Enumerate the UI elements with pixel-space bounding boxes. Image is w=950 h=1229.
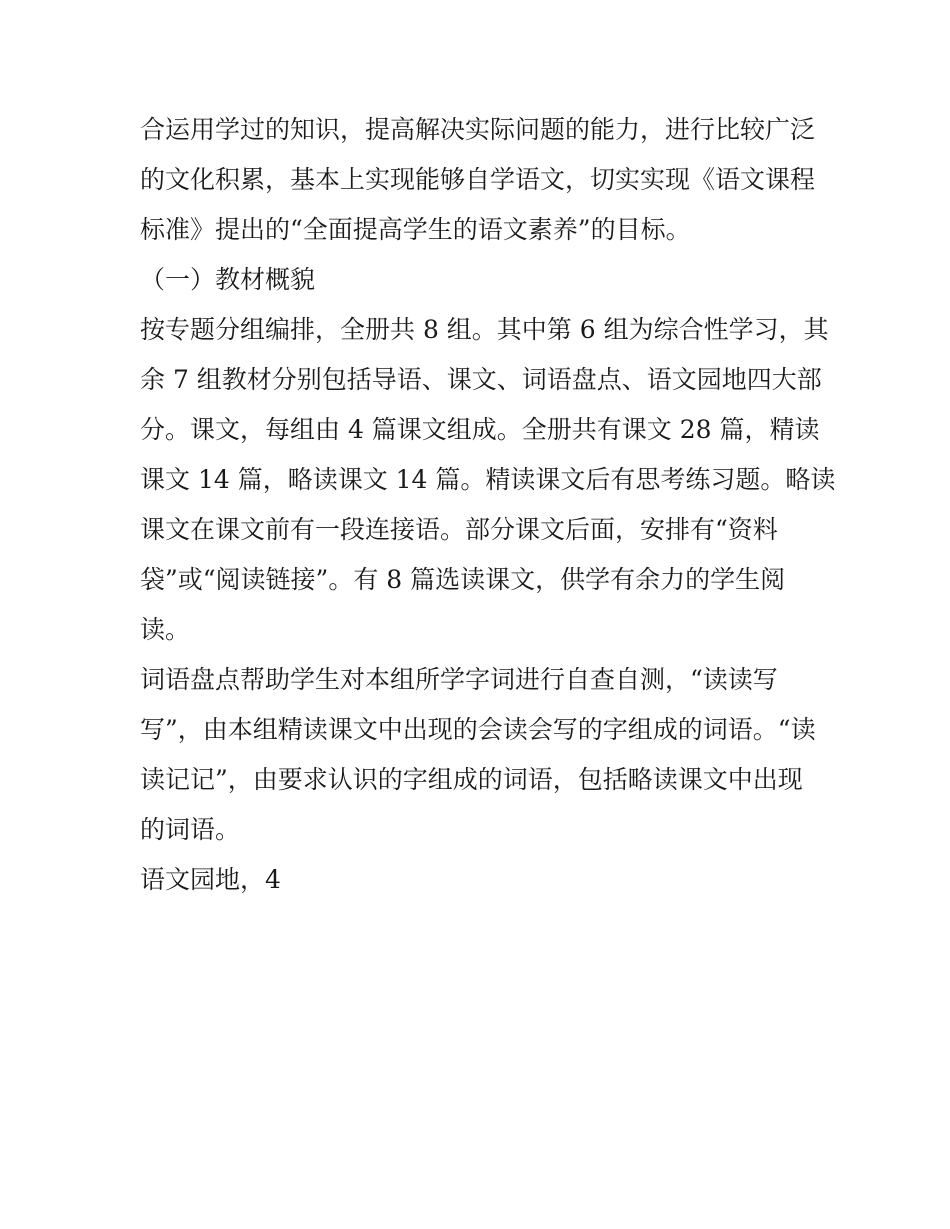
text-line: 写”，由本组精读课文中出现的会读会写的字组成的词语。“读 [140,715,816,744]
text-line: 余 7 组教材分别包括导语、课文、词语盘点、语文园地四大部 [140,365,822,394]
section-heading: （一）教材概貌 [140,265,316,294]
paragraph-curriculum-goal [140,105,820,255]
document-body [140,105,836,905]
paragraph-language-garden [140,855,820,905]
text-line: 合运用学过的知识，提高解决实际问题的能力，进行比较广泛 [140,115,816,144]
text-line: 按专题分组编排，全册共 8 组。其中第 6 组为综合性学习，其 [140,315,829,344]
text-line: 袋”或“阅读链接”。有 8 篇选读课文，供学有余力的学生阅 [140,565,786,594]
text-line: 读。 [140,615,191,644]
paragraph-vocabulary-review [140,655,820,855]
text-line: 课文 14 篇，略读课文 14 篇。精读课文后有思考练习题。略读 [140,465,836,494]
text-line: 的文化积累，基本上实现能够自学语文，切实实现《语文课程 [140,165,816,194]
text-line: 标准》提出的“全面提高学生的语文素养”的目标。 [140,215,691,244]
text-line: 读记记”，由要求认识的字组成的词语，包括略读课文中出现 [140,765,803,794]
text-line: 分。课文，每组由 4 篇课文组成。全册共有课文 28 篇，精读 [140,415,820,444]
text-line: 课文在课文前有一段连接语。部分课文后面，安排有“资料 [140,515,778,544]
section-heading-textbook-overview [140,255,820,305]
paragraph-unit-structure [140,305,836,655]
text-line: 语文园地，4 [140,865,281,894]
text-line: 词语盘点帮助学生对本组所学字词进行自查自测，“读读写 [140,665,778,694]
text-line: 的词语。 [140,815,241,844]
